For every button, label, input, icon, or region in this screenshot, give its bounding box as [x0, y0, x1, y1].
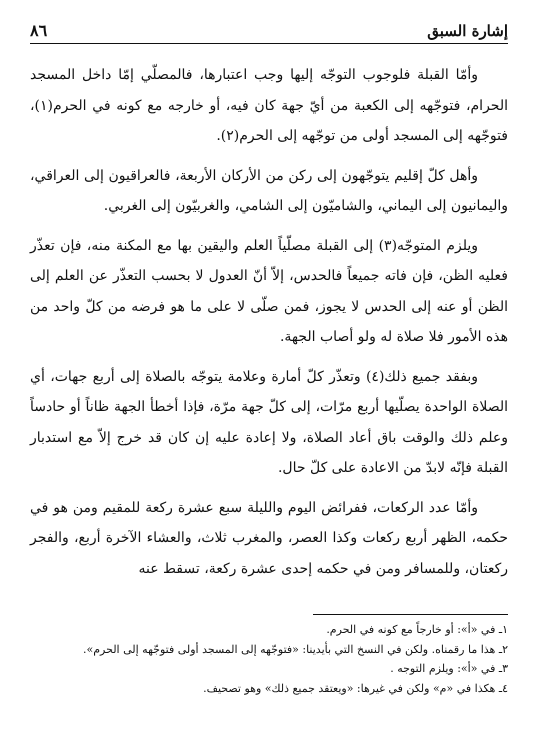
footnote: ٣ـ في «أ»: ويلزم التوجه .	[390, 662, 508, 675]
running-title: إشارة السبق	[427, 22, 508, 40]
page-header	[30, 18, 508, 40]
paragraph: وأمّا القبلة فلوجوب التوجّه إليها وجب اعتبارها، فالمصلّي إمّا داخل المسجد الحرام، فتوجّهه إلى الكعبة من أيّ جهة كان فيه، أو خارجه مع كونه في الحرم(١)، فتوجّهه إلى المسجد أولى من توجّهه إلى الحرم(٢).	[30, 67, 508, 144]
paragraph: وبفقد جميع ذلك(٤) وتعذّر كلّ أمارة وعلامة يتوجّه بالصلاة إلى أربع جهات، أي الصلاة الواحدة يصلّيها أربع مرّات، إلى كلّ جهة مرّة، فإذا أخطأ الجهة ظاناً أو حادساً وعلم ذلك والوقت باق أعاد الصلاة، ولا إعادة عليه إن كان قد خرج إلاّ مع استدبار القبلة فإنّه لابدّ من الاعادة على كلّ حال.	[30, 368, 508, 476]
main-text	[30, 60, 508, 593]
footnote: ١ـ في «أ»: أو خارجاً مع كونه في الحرم.	[326, 623, 508, 636]
page-number: ٨٦	[30, 21, 48, 40]
paragraph: وأهل كلّ إقليم يتوجّهون إلى ركن من الأركان الأربعة، فالعراقيون إلى العراقي، واليمانيون إلى اليماني، والشاميّون إلى الشامي، والغربيّون إلى الغربي.	[30, 167, 508, 214]
footnote-separator	[313, 614, 508, 615]
header-rule	[30, 43, 508, 44]
paragraph: وأمّا عدد الركعات، ففرائض اليوم والليلة سبع عشرة ركعة للمقيم ومن هو في حكمه، الظهر أربع ركعات وكذا العصر، والمغرب ثلاث، والعشاء الآخرة أربع، والفجر ركعتان، وللمسافر ومن في حكمه إحدى عشرة ركعة، تسقط عنه	[30, 499, 508, 577]
paragraph: ويلزم المتوجّه(٣) إلى القبلة مصلّياً العلم واليقين بها مع المكنة منه، فإن تعذّر فعليه الظن، فإن فاته جميعاً فالحدس، إلاّ أنّ العدول لا بحسب التعذّر عن العلم إلى الظن أو عنه إلى الحدس لا يجوز، فمن صلّى لا على ما هو فرضه من كلّ واحد من هذه الأمور فلا صلاة له ولو أصاب الجهة.	[30, 237, 508, 345]
footnote: ٢ـ هذا ما رقمناه. ولكن في النسخ التي بأيدينا: «فتوجّهه إلى المسجد أولى فتوجّهه إلى الحرم».	[83, 642, 508, 656]
footnotes	[30, 620, 508, 698]
footnote: ٤ـ هكذا في «م» ولكن في غيرها: «ويعتقد جميع ذلك» وهو تصحيف.	[203, 681, 508, 695]
